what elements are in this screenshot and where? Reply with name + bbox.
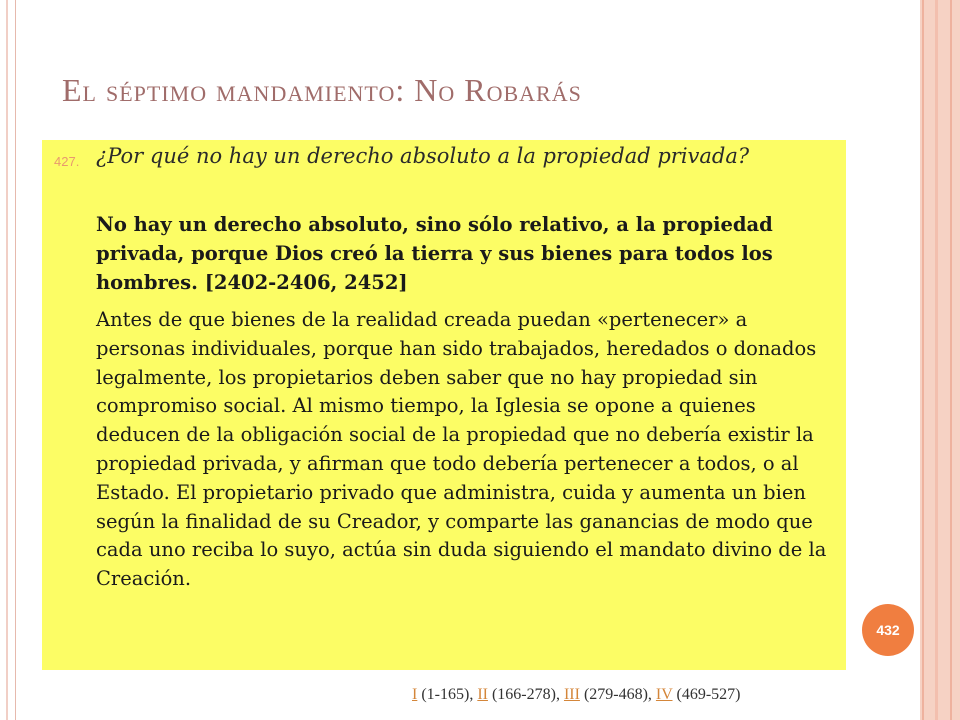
footer-link-part-3[interactable]: III	[563, 686, 580, 703]
footer-links	[412, 686, 741, 704]
slide-title: El séptimo mandamiento: No Robarás	[62, 72, 582, 108]
slide-left-border-line	[6, 0, 8, 720]
page-number-badge: 432	[862, 604, 914, 656]
commentary-text: Antes de que bienes de la realidad creada puedan «pertenecer» a personas individuales, porque han sido trabajados, heredados o donados legalmente, los propietarios deben saber que no hay propiedad sin compromiso social. Al mismo tiempo, la Iglesia se opone a quienes deducen de la obligación social de la propiedad que no debería existir la propiedad privada, y afirman que todo debería pertenecer a todos, o al Estado. El propietario privado que administra, cuida y aumenta un bien según la finalidad de su Creador, y comparte las ganancias de modo que cada uno reciba lo suyo, actúa sin duda siguiendo el mandato divino de la Creación.	[96, 308, 827, 591]
footer-link-part-4[interactable]: IV	[655, 686, 673, 703]
footer-range-part-3: (279-468),	[583, 686, 652, 703]
footer-link-part-2[interactable]: II	[477, 686, 488, 703]
question-text: ¿Por qué no hay un derecho absoluto a la propiedad privada?	[96, 144, 750, 168]
slide-left-border	[0, 0, 16, 720]
footer-range-part-1: (1-165),	[421, 686, 474, 703]
answer-text: No hay un derecho absoluto, sino sólo relativo, a la propiedad privada, porque Dios creó la tierra y sus bienes para todos los hombres. [2402-2406, 2452]	[96, 213, 773, 294]
footer-range-part-4: (469-527)	[676, 686, 741, 703]
footer-range-part-2: (166-278),	[491, 686, 560, 703]
right-band-line	[950, 0, 952, 720]
slide-right-band	[920, 0, 960, 720]
footer-link-part-1[interactable]: I	[412, 686, 418, 703]
right-band-line	[935, 0, 938, 720]
question-number: 427.	[54, 154, 80, 169]
right-band-line	[922, 0, 924, 720]
